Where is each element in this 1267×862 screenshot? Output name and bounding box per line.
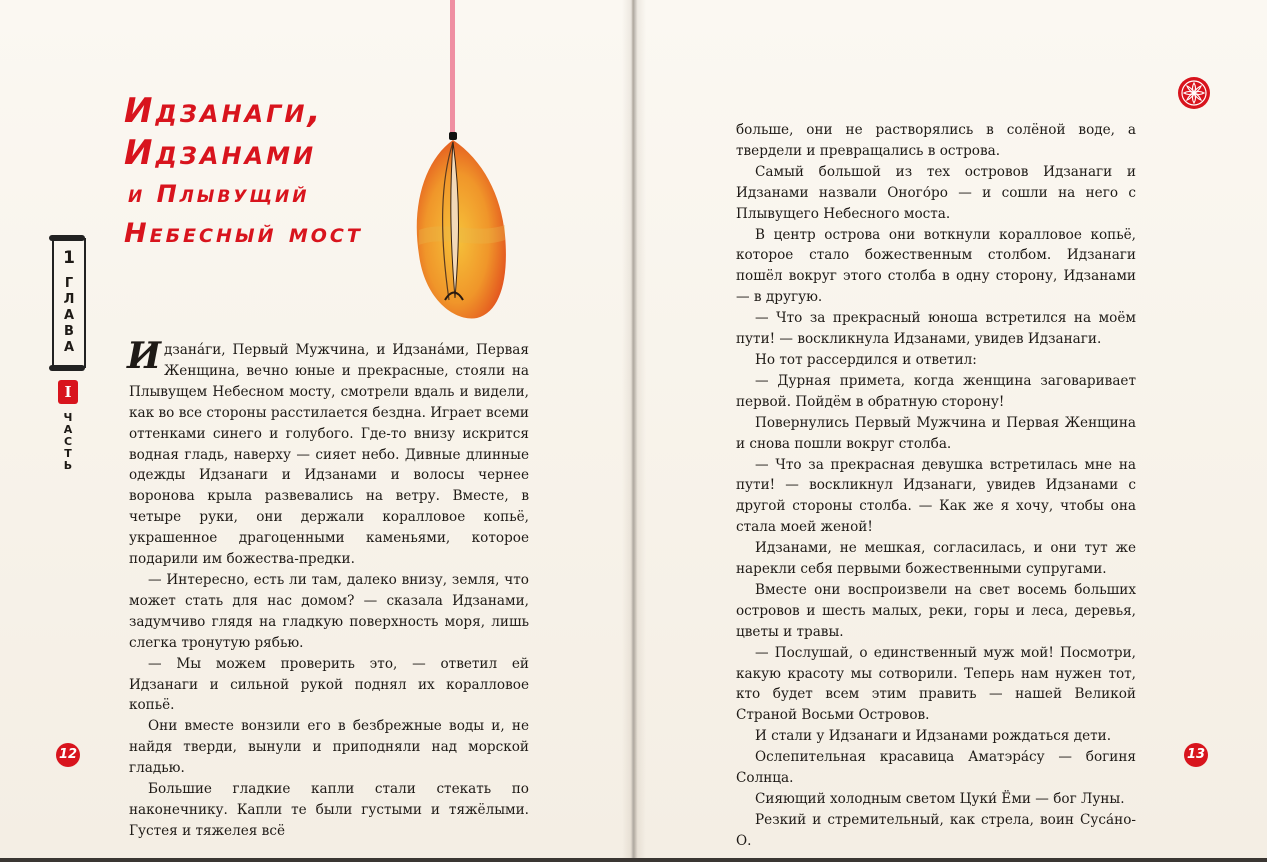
paragraph: Резкий и стремительный, как стрела, воин Суса́но-О. bbox=[736, 811, 1136, 849]
paragraph: — Что за прекрасная девушка встретилась мне на пути! — воскликнул Идзанаги, увидев Идзанами с другой стороны столба. — Как же я хочу, чтобы она стала моей женой! bbox=[736, 456, 1136, 536]
paragraph: — Что за прекрасный юноша встретился на моём пути! — воскликнула Идзанами, увидев Идзанаги. bbox=[736, 310, 1136, 348]
part-letter: Ь bbox=[63, 459, 73, 472]
paragraph: Вместе они воспроизвели на свет восемь больших островов и шесть малых, реки, горы и леса, деревья, цветы и травы. bbox=[736, 581, 1136, 640]
drop-cap: И bbox=[127, 335, 162, 377]
title-line-2: Идзанами bbox=[124, 133, 317, 173]
chapter-tab bbox=[52, 238, 86, 368]
book-gutter bbox=[622, 0, 646, 862]
paragraph: Самый большой из тех островов Идзанаги и Идзанами назвали Оного́ро — и сошли на него с Плывущего Небесного моста. bbox=[736, 163, 1136, 222]
chapter-letter: Л bbox=[63, 292, 75, 307]
paragraph: Они вместе вонзили его в безбрежные воды и, не найдя тверди, вынули и приподняли над морской гладью. bbox=[129, 718, 529, 777]
page-number-left: 12 bbox=[56, 743, 80, 767]
part-letter: С bbox=[63, 435, 73, 448]
paragraph: — Дурная примета, когда женщина заговаривает первой. Пойдём в обратную сторону! bbox=[736, 372, 1136, 410]
paragraph: — Мы можем проверить это, — ответил ей Идзанаги и сильной рукой поднял их коралловое копьё. bbox=[129, 655, 529, 714]
paragraph: больше, они не растворялись в солёной воде, а твердели и превращались в острова. bbox=[736, 122, 1136, 159]
chapter-letter: В bbox=[64, 324, 74, 339]
part-letter: Ч bbox=[63, 411, 73, 424]
left-page bbox=[0, 0, 632, 862]
chapter-title bbox=[124, 91, 414, 249]
part-letter: А bbox=[63, 423, 73, 436]
paragraph: В центр острова они воткнули коралловое копьё, которое стало божественным столбом. Идзанаги пошёл вокруг этого столба в одну сторону, Идзанами — в другую. bbox=[736, 226, 1136, 306]
paragraph bbox=[127, 335, 529, 570]
part-numeral-badge: I bbox=[58, 380, 78, 404]
paragraph-text: дзанáги, Первый Мужчина, и Идзанáми, Первая Женщина, вечно юные и прекрасные, стояли на Плывущем Небесном мосту, смотрели вдаль и видели, как во все стороны расстилается бездна. Играет всеми оттенками синего и голубого. Где-то внизу искрится водная гладь, наверху — сияет небо. Дивные длинные одежды Идзанаги и Идзанами и волосы чернее воронова крыла развевались на ветру. Вместе, в четыре руки, они держали коралловое копьё, украшенное драгоценными каменьями, которое подарили им божества-предки. bbox=[129, 342, 529, 568]
paragraph: Ослепительная красавица Аматэра́су — богиня Солнца. bbox=[736, 749, 1136, 787]
page-number-right: 13 bbox=[1184, 743, 1208, 767]
title-line-1: Идзанаги, bbox=[124, 91, 324, 131]
paragraph: Идзанами, не мешкая, согласилась, и они тут же нарекли себя первыми божественными супругами. bbox=[736, 540, 1136, 578]
chapter-number: 1 bbox=[63, 248, 75, 268]
title-line-4: Небесный мост bbox=[124, 218, 363, 249]
chapter-word bbox=[54, 276, 84, 356]
paragraph: Но тот рассердился и ответил: bbox=[755, 351, 977, 368]
right-body-text bbox=[736, 120, 1136, 852]
title-line-3: и Плывущий bbox=[128, 180, 310, 208]
hanging-pendant-illustration bbox=[405, 0, 515, 330]
chapter-letter: А bbox=[63, 340, 75, 355]
part-word bbox=[58, 412, 78, 472]
paragraph: Большие гладкие капли стали стекать по наконечнику. Капли те были густыми и тяжёлыми. Густея и тяжелея всё bbox=[129, 781, 529, 839]
sun-emblem-icon bbox=[1176, 75, 1212, 111]
chapter-letter: А bbox=[63, 308, 75, 323]
paragraph: И стали у Идзанаги и Идзанами рождаться дети. bbox=[755, 728, 1112, 745]
part-letter: Т bbox=[64, 447, 72, 460]
paragraph: — Интересно, есть ли там, далеко внизу, земля, что может стать для нас домом? — сказала Идзанами, задумчиво глядя на гладкую поверхность моря, лишь слегка тронутую рябью. bbox=[129, 571, 529, 651]
page-bottom-edge bbox=[0, 858, 1267, 862]
chapter-letter: Г bbox=[64, 276, 74, 291]
paragraph: Сияющий холодным светом Цуки́ Ёми — бог Луны. bbox=[755, 791, 1125, 807]
left-body-text bbox=[127, 335, 529, 842]
paragraph: — Послушай, о единственный муж мой! Посмотри, какую красоту мы сотворили. Теперь нам нужен тот, кто будет всем этим править — нашей Великой Страной Восьми Островов. bbox=[736, 644, 1136, 724]
paragraph: Повернулись Первый Мужчина и Первая Женщина и снова пошли вокруг столба. bbox=[736, 414, 1136, 452]
